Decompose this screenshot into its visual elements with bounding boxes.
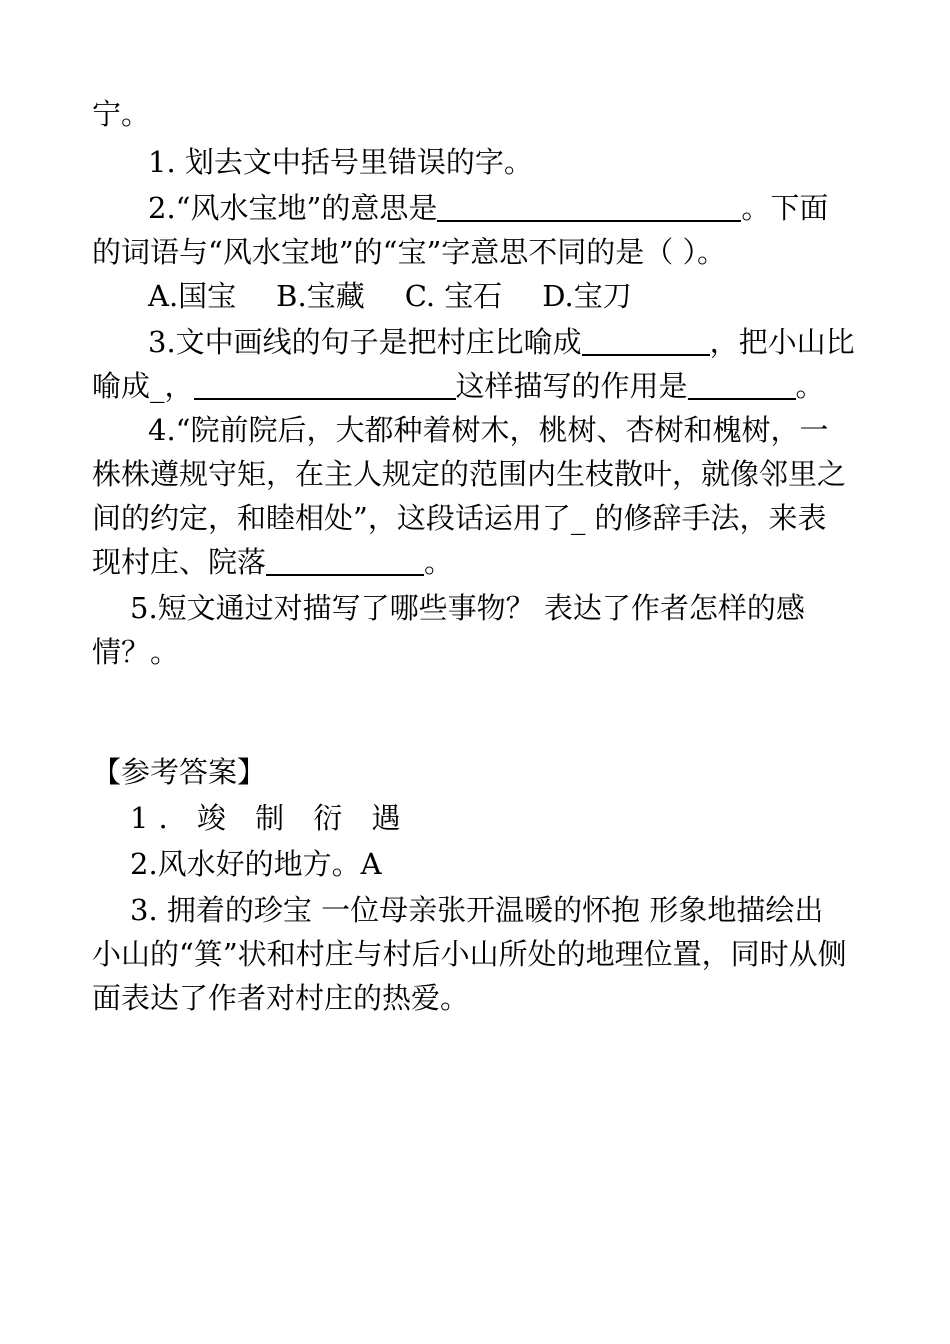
question-4-line-4 (92, 542, 858, 582)
answer-3-line-1: 3. 拥着的珍宝 一位母亲张开温暖的怀抱 形象地描绘出 (130, 893, 824, 927)
question-2-tail: 。下面 (741, 191, 829, 225)
question-2-text: 2.“风水宝地”的意思是 (148, 191, 438, 225)
option-b: B.宝藏 (276, 279, 365, 313)
answer-blank (266, 544, 424, 576)
option-c: C. 宝石 (404, 279, 503, 313)
question-4-end: 。 (424, 545, 454, 579)
question-3-line-2 (92, 366, 858, 406)
question-4-line-1: 4.“院前院后，大都种着树木，桃树、杏树和槐树，一 (148, 413, 829, 447)
question-2-line-2: 的词语与“风水宝地”的“宝”字意思不同的是（ ）。 (92, 235, 727, 269)
answer-3-line-2: 小山的“箕”状和村庄与村后小山所处的地理位置，同时从侧 (92, 937, 847, 971)
question-3-text-2: 喻成_， (92, 369, 194, 403)
option-a: A.国宝 (148, 279, 237, 313)
answer-blank (582, 324, 710, 356)
option-d: D.宝刀 (542, 279, 632, 313)
question-2-options (148, 276, 858, 316)
question-3-text: 3.文中画线的句子是把村庄比喻成 (148, 325, 582, 359)
answer-2: 2.风水好的地方。A (130, 847, 382, 881)
question-2-line-1 (148, 188, 858, 228)
question-1: 1. 划去文中括号里错误的字。 (148, 145, 533, 179)
question-3-tail: ，把小山比 (709, 325, 855, 359)
question-4-line-2: 株株遵规守矩，在主人规定的范围内生枝散叶，就像邻里之 (92, 457, 847, 491)
answer-blank (688, 368, 796, 400)
question-4-text: 现村庄、院落 (92, 545, 267, 579)
question-4-line-3: 间的约定，和睦相处”，这段话运用了_ 的修辞手法，来表 (92, 501, 827, 535)
answer-blank (194, 368, 456, 400)
answer-title: 【参考答案】 (92, 755, 267, 789)
answer-blank (437, 190, 741, 222)
question-5-line-2: 情？。 (92, 635, 180, 669)
text-line: 宁。 (92, 97, 151, 131)
question-3-line-1 (148, 322, 858, 362)
answer-3-line-3: 面表达了作者对村庄的热爱。 (92, 981, 470, 1015)
question-3-end: 。 (795, 369, 825, 403)
answer-1: 1. 竣 制 衍 遇 (130, 801, 411, 835)
question-3-text-3: 这样描写的作用是 (455, 369, 688, 403)
question-5-line-1: 5.短文通过对描写了哪些事物？ 表达了作者怎样的感 (130, 591, 805, 625)
